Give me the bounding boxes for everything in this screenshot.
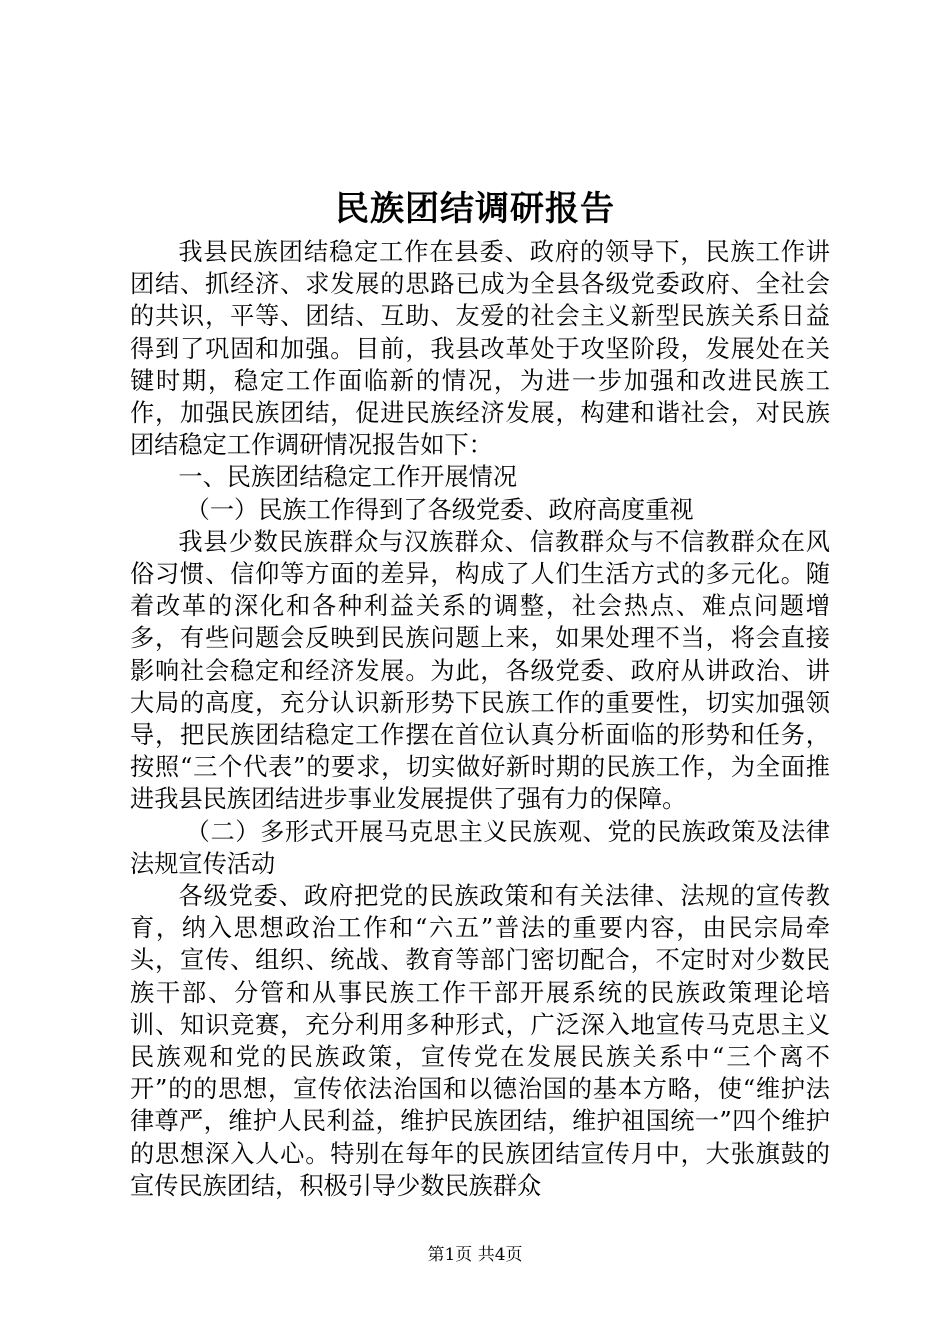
subsection-heading-1: （一）民族工作得到了各级党委、政府高度重视 <box>185 495 694 524</box>
subsection-heading-2: （二）多形式开展马克思主义民族观、党的民族政策及法律法规宣传活动 <box>130 817 830 878</box>
subsection-paragraph-2: 各级党委、政府把党的民族政策和有关法律、法规的宣传教育，纳入思想政治工作和“六五”普法的重要内容，由民宗局牵头，宣传、组织、统战、教育等部门密切配合，不定时对少数民族干部、分管和从事民族工作干部开展系统的民族政策理论培训、知识竞赛，充分利用多种形式，广泛深入地宣传马克思主义民族观和党的民族政策，宣传党在发展民族关系中“三个离不开”的的思想，宣传依法治国和以德治国的基本方略，使“维护法律尊严，维护人民利益，维护民族团结，维护祖国统一”四个维护的思想深入人心。特别在每年的民族团结宣传月中，大张旗鼓的宣传民族团结，积极引导少数民族群众 <box>130 882 830 1200</box>
subsection-paragraph-1: 我县少数民族群众与汉族群众、信教群众与不信教群众在风俗习惯、信仰等方面的差异，构成了人们生活方式的多元化。随着改革的深化和各种利益关系的调整，社会热点、难点问题增多，有些问题会反映到民族问题上来，如果处理不当，将会直接影响社会稳定和经济发展。为此，各级党委、政府从讲政治、讲大局的高度，充分认识新形势下民族工作的重要性，切实加强领导，把民族团结稳定工作摆在首位认真分析面临的形势和任务，按照“三个代表”的要求，切实做好新时期的民族工作，为全面推进我县民族团结进步事业发展提供了强有力的保障。 <box>130 527 830 814</box>
intro-paragraph: 我县民族团结稳定工作在县委、政府的领导下，民族工作讲团结、抓经济、求发展的思路已成为全县各级党委政府、全社会的共识，平等、团结、互助、友爱的社会主义新型民族关系日益得到了巩固和加强。目前，我县改革处于攻坚阶段，发展处在关键时期，稳定工作面临新的情况，为进一步加强和改进民族工作，加强民族团结，促进民族经济发展，构建和谐社会，对民族团结稳定工作调研情况报告如下： <box>130 238 830 460</box>
document-body <box>130 236 830 1202</box>
section-heading-1: 一、民族团结稳定工作开展情况 <box>178 463 518 492</box>
document-title: 民族团结调研报告 <box>335 189 615 229</box>
page-number-footer: 第1页 共4页 <box>427 1245 523 1265</box>
